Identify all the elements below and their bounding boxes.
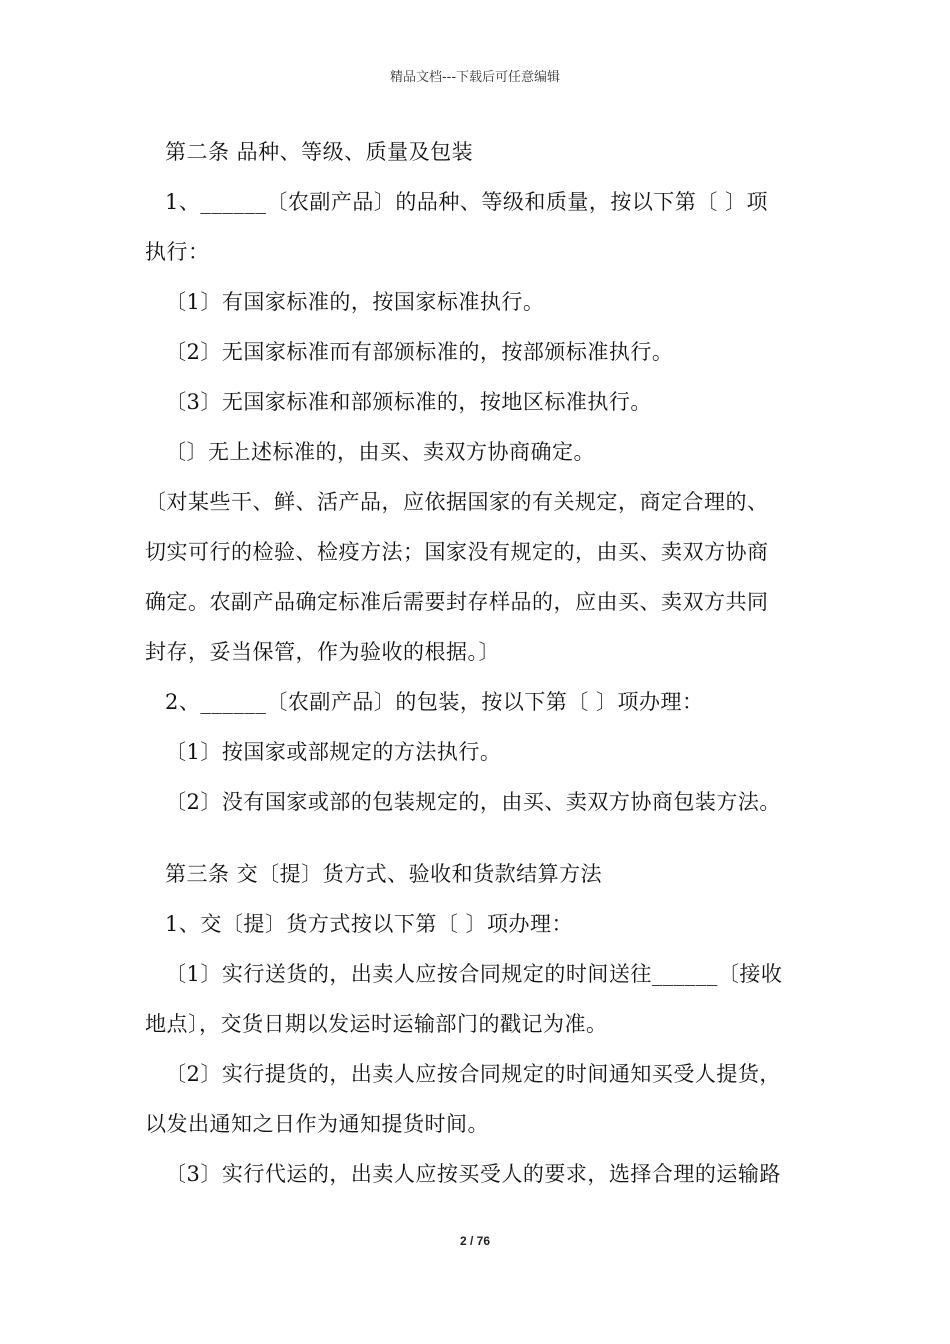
paragraph-line: 地点〕，交货日期以发运时运输部门的戳记为准。 bbox=[145, 1012, 608, 1036]
paragraph-line: 〔〕无上述标准的，由买、卖双方协商确定。 bbox=[165, 440, 595, 464]
paragraph-line: 〔对某些干、鲜、活产品，应依据国家的有关规定，商定合理的、 bbox=[145, 490, 769, 514]
paragraph-line: 〔2〕实行提货的，出卖人应按合同规定的时间通知买受人提货， bbox=[165, 1062, 781, 1086]
paragraph-line: 〔3〕实行代运的，出卖人应按买受人的要求，选择合理的运输路 bbox=[165, 1162, 781, 1186]
paragraph-line: 〔1〕实行送货的，出卖人应按合同规定的时间送往______〔接收 bbox=[165, 962, 783, 986]
paragraph-line: 〔2〕无国家标准而有部颁标准的，按部颁标准执行。 bbox=[165, 340, 674, 364]
paragraph-line: 1、交〔提〕货方式按以下第〔 〕项办理： bbox=[165, 912, 574, 936]
paragraph-line: 确定。农副产品确定标准后需要封存样品的，应由买、卖双方共同 bbox=[145, 590, 769, 614]
paragraph-line: 1、______〔农副产品〕的品种、等级和质量，按以下第〔 〕项 bbox=[165, 190, 769, 214]
paragraph-line: 切实可行的检验、检疫方法；国家没有规定的，由买、卖双方协商 bbox=[145, 540, 769, 564]
page-number: 2 / 76 bbox=[459, 1234, 491, 1248]
paragraph-line: 以发出通知之日作为通知提货时间。 bbox=[145, 1112, 489, 1136]
page-header: 精品文档---下载后可任意编辑 bbox=[389, 70, 561, 85]
paragraph-line: 〔1〕按国家或部规定的方法执行。 bbox=[165, 740, 502, 764]
paragraph-line: 〔2〕没有国家或部的包装规定的，由买、卖双方协商包装方法。 bbox=[165, 790, 781, 814]
paragraph-line: 〔3〕无国家标准和部颁标准的，按地区标准执行。 bbox=[165, 390, 652, 414]
paragraph-line: 执行： bbox=[145, 240, 210, 264]
paragraph-line: 〔1〕有国家标准的，按国家标准执行。 bbox=[165, 290, 545, 314]
paragraph-line: 2、______〔农副产品〕的包装，按以下第〔 〕项办理： bbox=[165, 690, 704, 714]
article-3-title: 第三条 交〔提〕货方式、验收和货款结算方法 bbox=[165, 862, 603, 886]
paragraph-line: 封存，妥当保管，作为验收的根据。〕 bbox=[145, 640, 500, 664]
article-2-title: 第二条 品种、等级、质量及包装 bbox=[165, 140, 474, 164]
